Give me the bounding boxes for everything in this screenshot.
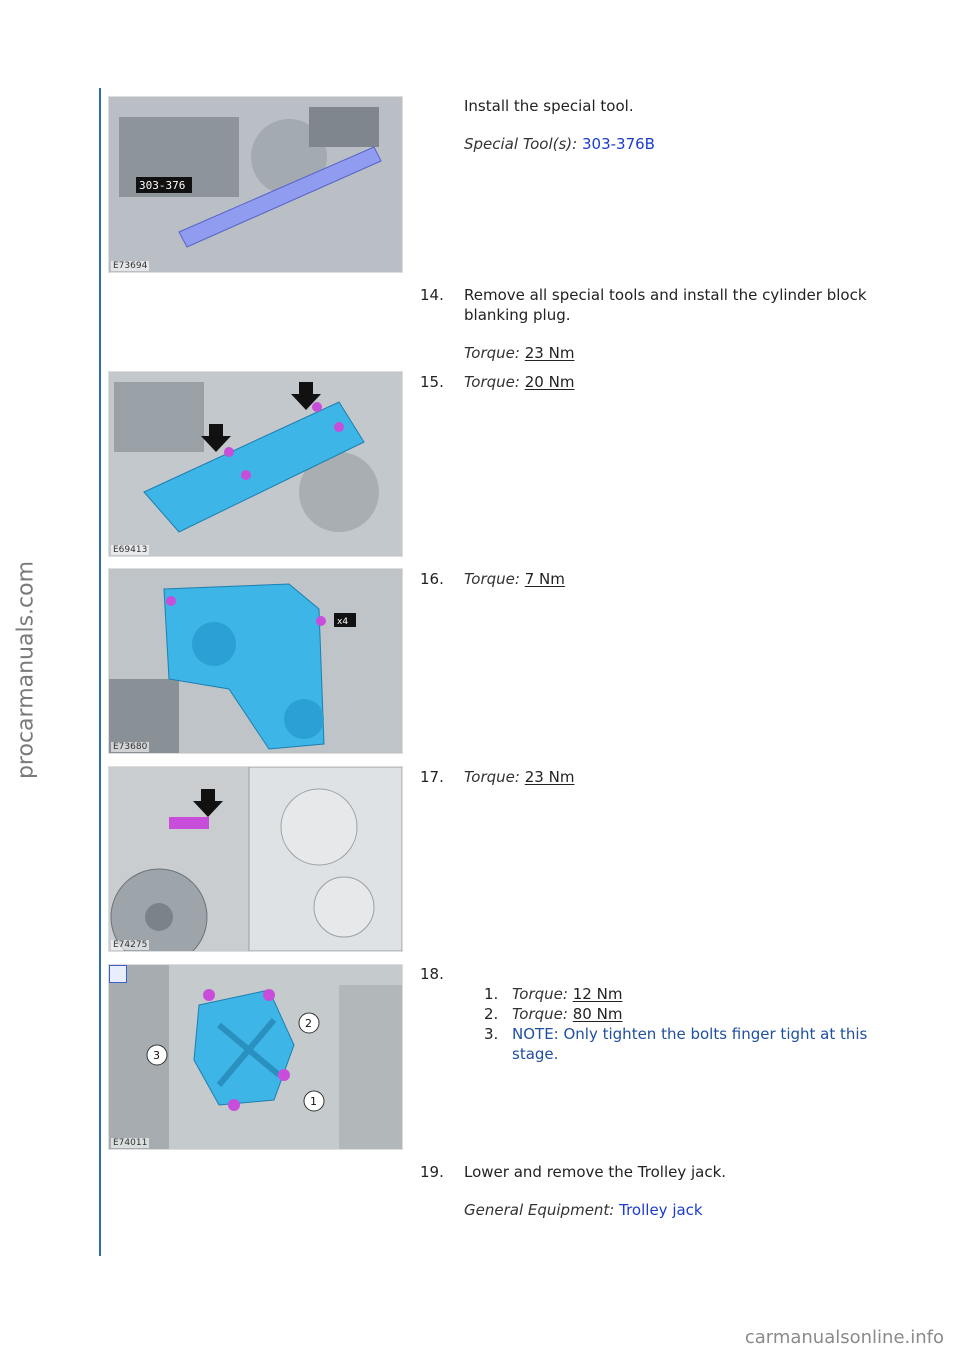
side-watermark [6, 560, 46, 780]
footer-watermark: carmanualsonline.info [744, 1327, 944, 1348]
figure-e73694 [108, 96, 403, 273]
torque-value[interactable]: 23 Nm [524, 768, 575, 786]
substep-3 [464, 1024, 874, 1064]
step-text: Install the special tool. [464, 97, 634, 115]
figure-e74011 [108, 964, 403, 1150]
torque-label: Torque: [464, 768, 520, 786]
figure-callout-qty: x4 [337, 617, 349, 627]
special-tool-label: Special Tool(s): [464, 135, 578, 153]
engine-illustration [109, 965, 402, 1149]
figure-code: E74275 [113, 940, 148, 950]
torque-value[interactable]: 23 Nm [524, 344, 575, 362]
step-number: 17. [420, 768, 444, 786]
substep-2 [464, 1004, 874, 1024]
special-tool-link[interactable]: 303-376B [582, 135, 655, 153]
figure-e73680 [108, 568, 403, 754]
step-number: 15. [420, 373, 444, 391]
figure-e69413 [108, 371, 403, 557]
torque-value[interactable]: 20 Nm [524, 373, 575, 391]
figure-e74275 [108, 766, 403, 952]
zoom-icon[interactable] [109, 965, 127, 983]
figure-callout-3: 3 [153, 1049, 160, 1062]
side-watermark-text: procarmanuals.com [13, 560, 39, 780]
figure-code: E73694 [113, 261, 148, 271]
figure-callout-2: 2 [305, 1017, 312, 1030]
substep-list [464, 984, 874, 1064]
torque-label: Torque: [512, 985, 568, 1003]
torque-label: Torque: [464, 373, 520, 391]
figure-callout-tool: 303-376 [139, 179, 186, 192]
figure-callout-1: 1 [310, 1095, 317, 1108]
note-text: NOTE: Only tighten the bolts finger tight at this stage. [512, 1025, 868, 1063]
engine-illustration [109, 767, 402, 951]
torque-label: Torque: [464, 344, 520, 362]
step-number: 16. [420, 570, 444, 588]
step-text: Lower and remove the Trolley jack. [464, 1163, 727, 1181]
figure-code: E73680 [113, 742, 148, 752]
torque-label: Torque: [512, 1005, 568, 1023]
torque-label: Torque: [464, 570, 520, 588]
equipment-link[interactable]: Trolley jack [619, 1201, 703, 1219]
step-number: 14. [420, 286, 444, 304]
step-number: 19. [420, 1163, 444, 1181]
figure-code: E69413 [113, 545, 148, 555]
step-text: Remove all special tools and install the cylinder block blanking plug. [464, 286, 867, 324]
left-margin-rule [99, 88, 101, 1256]
figure-code: E74011 [113, 1138, 148, 1148]
engine-illustration [109, 372, 402, 556]
step-number: 18. [420, 965, 444, 983]
substep-1 [464, 984, 874, 1004]
torque-value[interactable]: 7 Nm [524, 570, 565, 588]
substep-number: 1. [484, 985, 499, 1003]
engine-illustration [109, 97, 402, 272]
equipment-label: General Equipment: [464, 1201, 615, 1219]
engine-illustration [109, 569, 402, 753]
torque-value[interactable]: 12 Nm [572, 985, 623, 1003]
substep-number: 3. [484, 1025, 499, 1043]
substep-number: 2. [484, 1005, 499, 1023]
torque-value[interactable]: 80 Nm [572, 1005, 623, 1023]
